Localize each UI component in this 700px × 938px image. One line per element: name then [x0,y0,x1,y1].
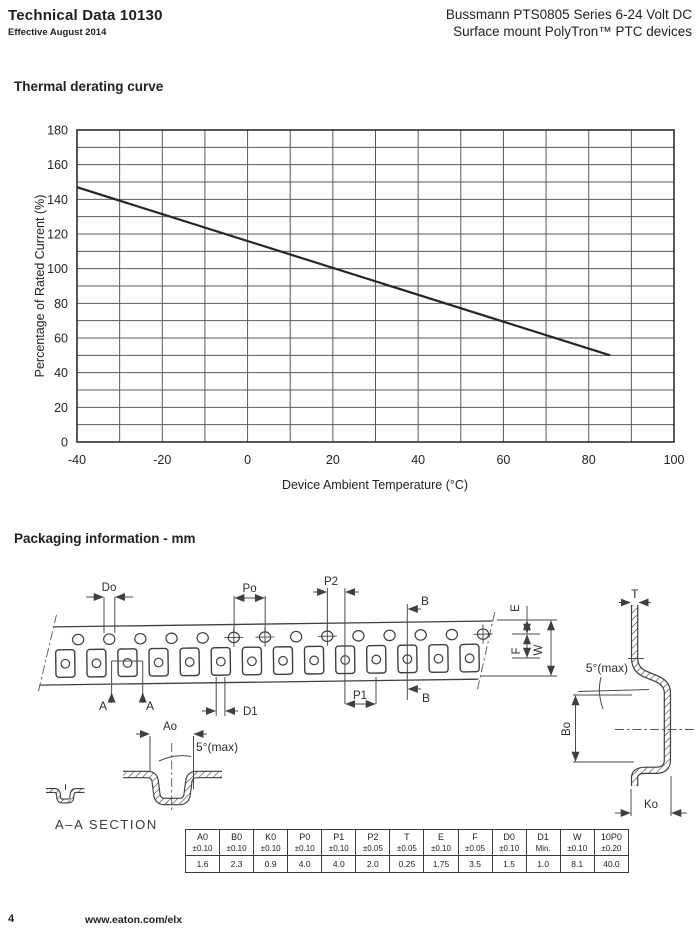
y-tick-label: 120 [47,227,68,242]
y-tick-label: 100 [47,262,68,277]
dim-e-label: E [510,604,522,612]
bb-angle-arc [599,677,603,709]
doc-subtitle: Effective August 2014 [8,27,107,38]
product-title-line1: Bussmann PTS0805 Series 6-24 Volt DC [445,7,692,22]
pocket-hole [434,654,443,663]
aa-section-label: A–A SECTION [55,817,158,832]
dim-col-header: A0 ±0.10 [186,830,220,856]
tape-top-edge [54,621,493,627]
aa-angle-arc [159,756,191,761]
pocket-hole [216,657,225,666]
dim-b-top-label: B [420,594,430,608]
x-tick-label: 40 [411,453,426,467]
dim-col-header: D1 Min. [526,830,560,856]
sprocket-hole [135,633,146,644]
dim-col-header: E ±0.10 [424,830,458,856]
pocket-hole [61,659,70,668]
dim-a-left-label: A [98,699,108,713]
dim-f-label: F [511,647,523,655]
dim-value-cell: 1.6 [186,856,220,873]
pocket-hole [279,656,288,665]
dim-col-header: D0 ±0.10 [492,830,526,856]
dim-do-label: Do [101,582,117,594]
doc-title: Technical Data 10130 [8,7,163,24]
y-tick-label: 80 [54,296,68,311]
y-tick-label: 0 [61,435,68,450]
sprocket-hole [446,629,457,640]
aa-pocket-profile [123,775,222,802]
sprocket-hole [72,634,83,645]
chart-plot-area [47,124,684,468]
x-axis-title: Device Ambient Temperature (°C) [281,478,469,492]
sprocket-hole [290,631,301,642]
bb-tape-profile [635,605,668,786]
dim-value-cell: 4.0 [322,856,356,873]
sprocket-hole [353,631,364,642]
sprocket-hole [415,630,426,641]
section-heading-packaging: Packaging information - mm [14,531,196,546]
dim-value-cell: 4.0 [288,856,322,873]
pocket-hole [185,658,194,667]
dim-col-header: B0 ±0.10 [220,830,254,856]
x-tick-label: -40 [67,453,87,467]
pocket-hole [92,659,101,668]
dim-col-header: P2 ±0.05 [356,830,390,856]
dim-col-header: K0 ±0.10 [254,830,288,856]
thermal-derating-chart [0,100,700,510]
y-axis-title: Percentage of Rated Current (%) [33,194,47,378]
packaging-dimension-table [185,829,629,873]
x-tick-label: 80 [581,453,596,467]
pocket-hole [310,656,319,665]
website-link: www.eaton.com/elx [85,914,183,926]
y-tick-label: 140 [47,192,68,207]
x-tick-label: 60 [496,453,511,467]
aa-angle-label: 5°(max) [196,740,239,754]
tape-pockets-and-holes [55,625,493,678]
sprocket-hole [384,630,395,641]
aa-pocket-profile-hatch [123,775,222,802]
x-tick-label: 100 [663,453,685,467]
carrier-tape [37,609,496,695]
y-tick-label: 180 [47,123,68,138]
dim-value-cell: 1.5 [492,856,526,873]
dim-value-cell: 1.0 [526,856,560,873]
dim-table-value-row [186,856,629,873]
pocket-hole [123,659,132,668]
pocket-hole [465,654,474,663]
dim-w-label: W [533,644,545,656]
dim-table-header-row [186,830,629,856]
dim-t-label: T [631,587,639,601]
dim-col-header: P1 ±0.10 [322,830,356,856]
sprocket-hole [104,634,115,645]
dim-col-header: W ±0.10 [560,830,594,856]
dim-value-cell: 0.25 [390,856,424,873]
tape-bottom-edge [39,679,478,685]
pocket-hole [372,655,381,664]
x-tick-label: 20 [325,453,340,467]
dim-b-bottom-label: B [421,691,431,705]
dim-p1-label: P1 [352,690,368,702]
y-tick-label: 20 [54,400,68,415]
bb-angle-label: 5°(max) [585,661,628,675]
dim-value-cell: 40.0 [594,856,628,873]
aa-mini-icon [46,791,85,802]
section-heading-thermal: Thermal derating curve [14,79,164,94]
pocket-hole [154,658,163,667]
product-title-line2: Surface mount PolyTron™ PTC devices [453,24,692,39]
pocket-hole [248,657,257,666]
dim-p2-label: P2 [323,576,339,588]
dim-value-cell: 2.0 [356,856,390,873]
x-tick-label: 0 [244,453,252,467]
page-number: 4 [8,913,15,925]
dim-value-cell: 2.3 [220,856,254,873]
dim-bo-label: Bo [561,721,573,737]
x-tick-label: -20 [153,453,172,467]
sprocket-hole [197,633,208,644]
y-tick-label: 60 [54,331,68,346]
dim-col-header: T ±0.05 [390,830,424,856]
dim-a-right-label: A [145,699,155,713]
dim-ko-label: Ko [643,799,659,811]
y-tick-label: 40 [54,366,68,381]
dim-value-cell: 1.75 [424,856,458,873]
bb-tape-profile-hatch [635,605,668,786]
y-tick-label: 160 [47,158,68,173]
sprocket-hole [166,633,177,644]
dim-po-label: Po [242,583,257,595]
dim-d1-label: D1 [243,706,258,718]
dim-value-cell: 0.9 [254,856,288,873]
dim-col-header: 10P0 ±0.20 [594,830,628,856]
dim-col-header: P0 ±0.10 [288,830,322,856]
dim-col-header: F ±0.05 [458,830,492,856]
dim-value-cell: 3.5 [458,856,492,873]
dim-ao-label: Ao [162,721,178,733]
derating-line [77,187,610,355]
dim-value-cell: 8.1 [560,856,594,873]
